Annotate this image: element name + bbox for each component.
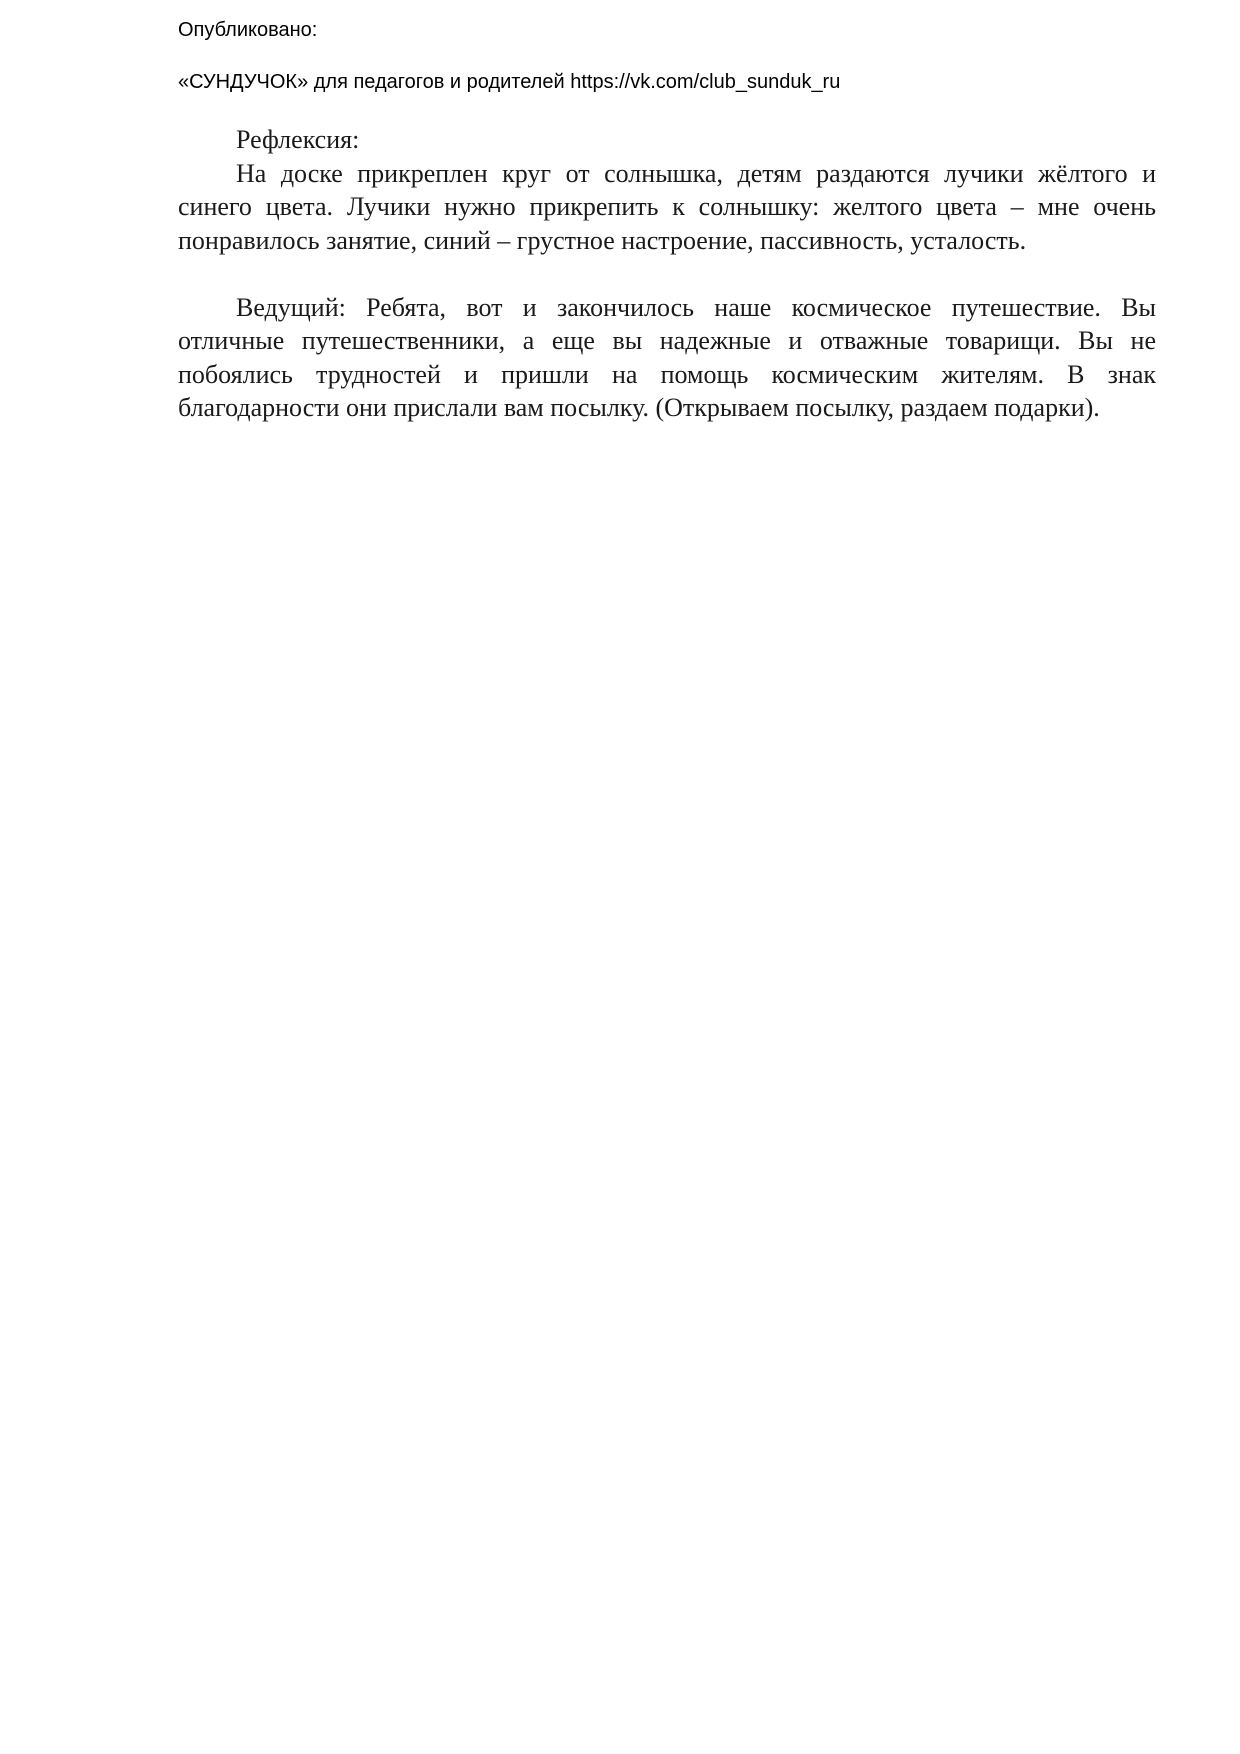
host-paragraph: Ведущий: Ребята, вот и закончилось наше космическое путешествие. Вы отличные путешественники, а еще вы надежные и отважные товарищи. Вы не побоялись трудностей и пришли на помощь космическим жителям. В знак благодарности они прислали вам посылку. (Открываем посылку, раздаем подарки). [178,292,1156,422]
source-line: «СУНДУЧОК» для педагогов и родителей https://vk.com/club_sunduk_ru [178,71,841,93]
reflection-heading: Рефлексия: [236,125,360,154]
reflection-paragraph: На доске прикреплен круг от солнышка, детям раздаются лучики жёлтого и синего цвета. Лучики нужно прикрепить к солнышку: желтого цвета – мне очень понравилось занятие, синий – грустное настроение, пассивность, усталость. [178,158,1156,255]
document-body [178,123,1156,425]
published-label: Опубликовано: [178,19,318,41]
